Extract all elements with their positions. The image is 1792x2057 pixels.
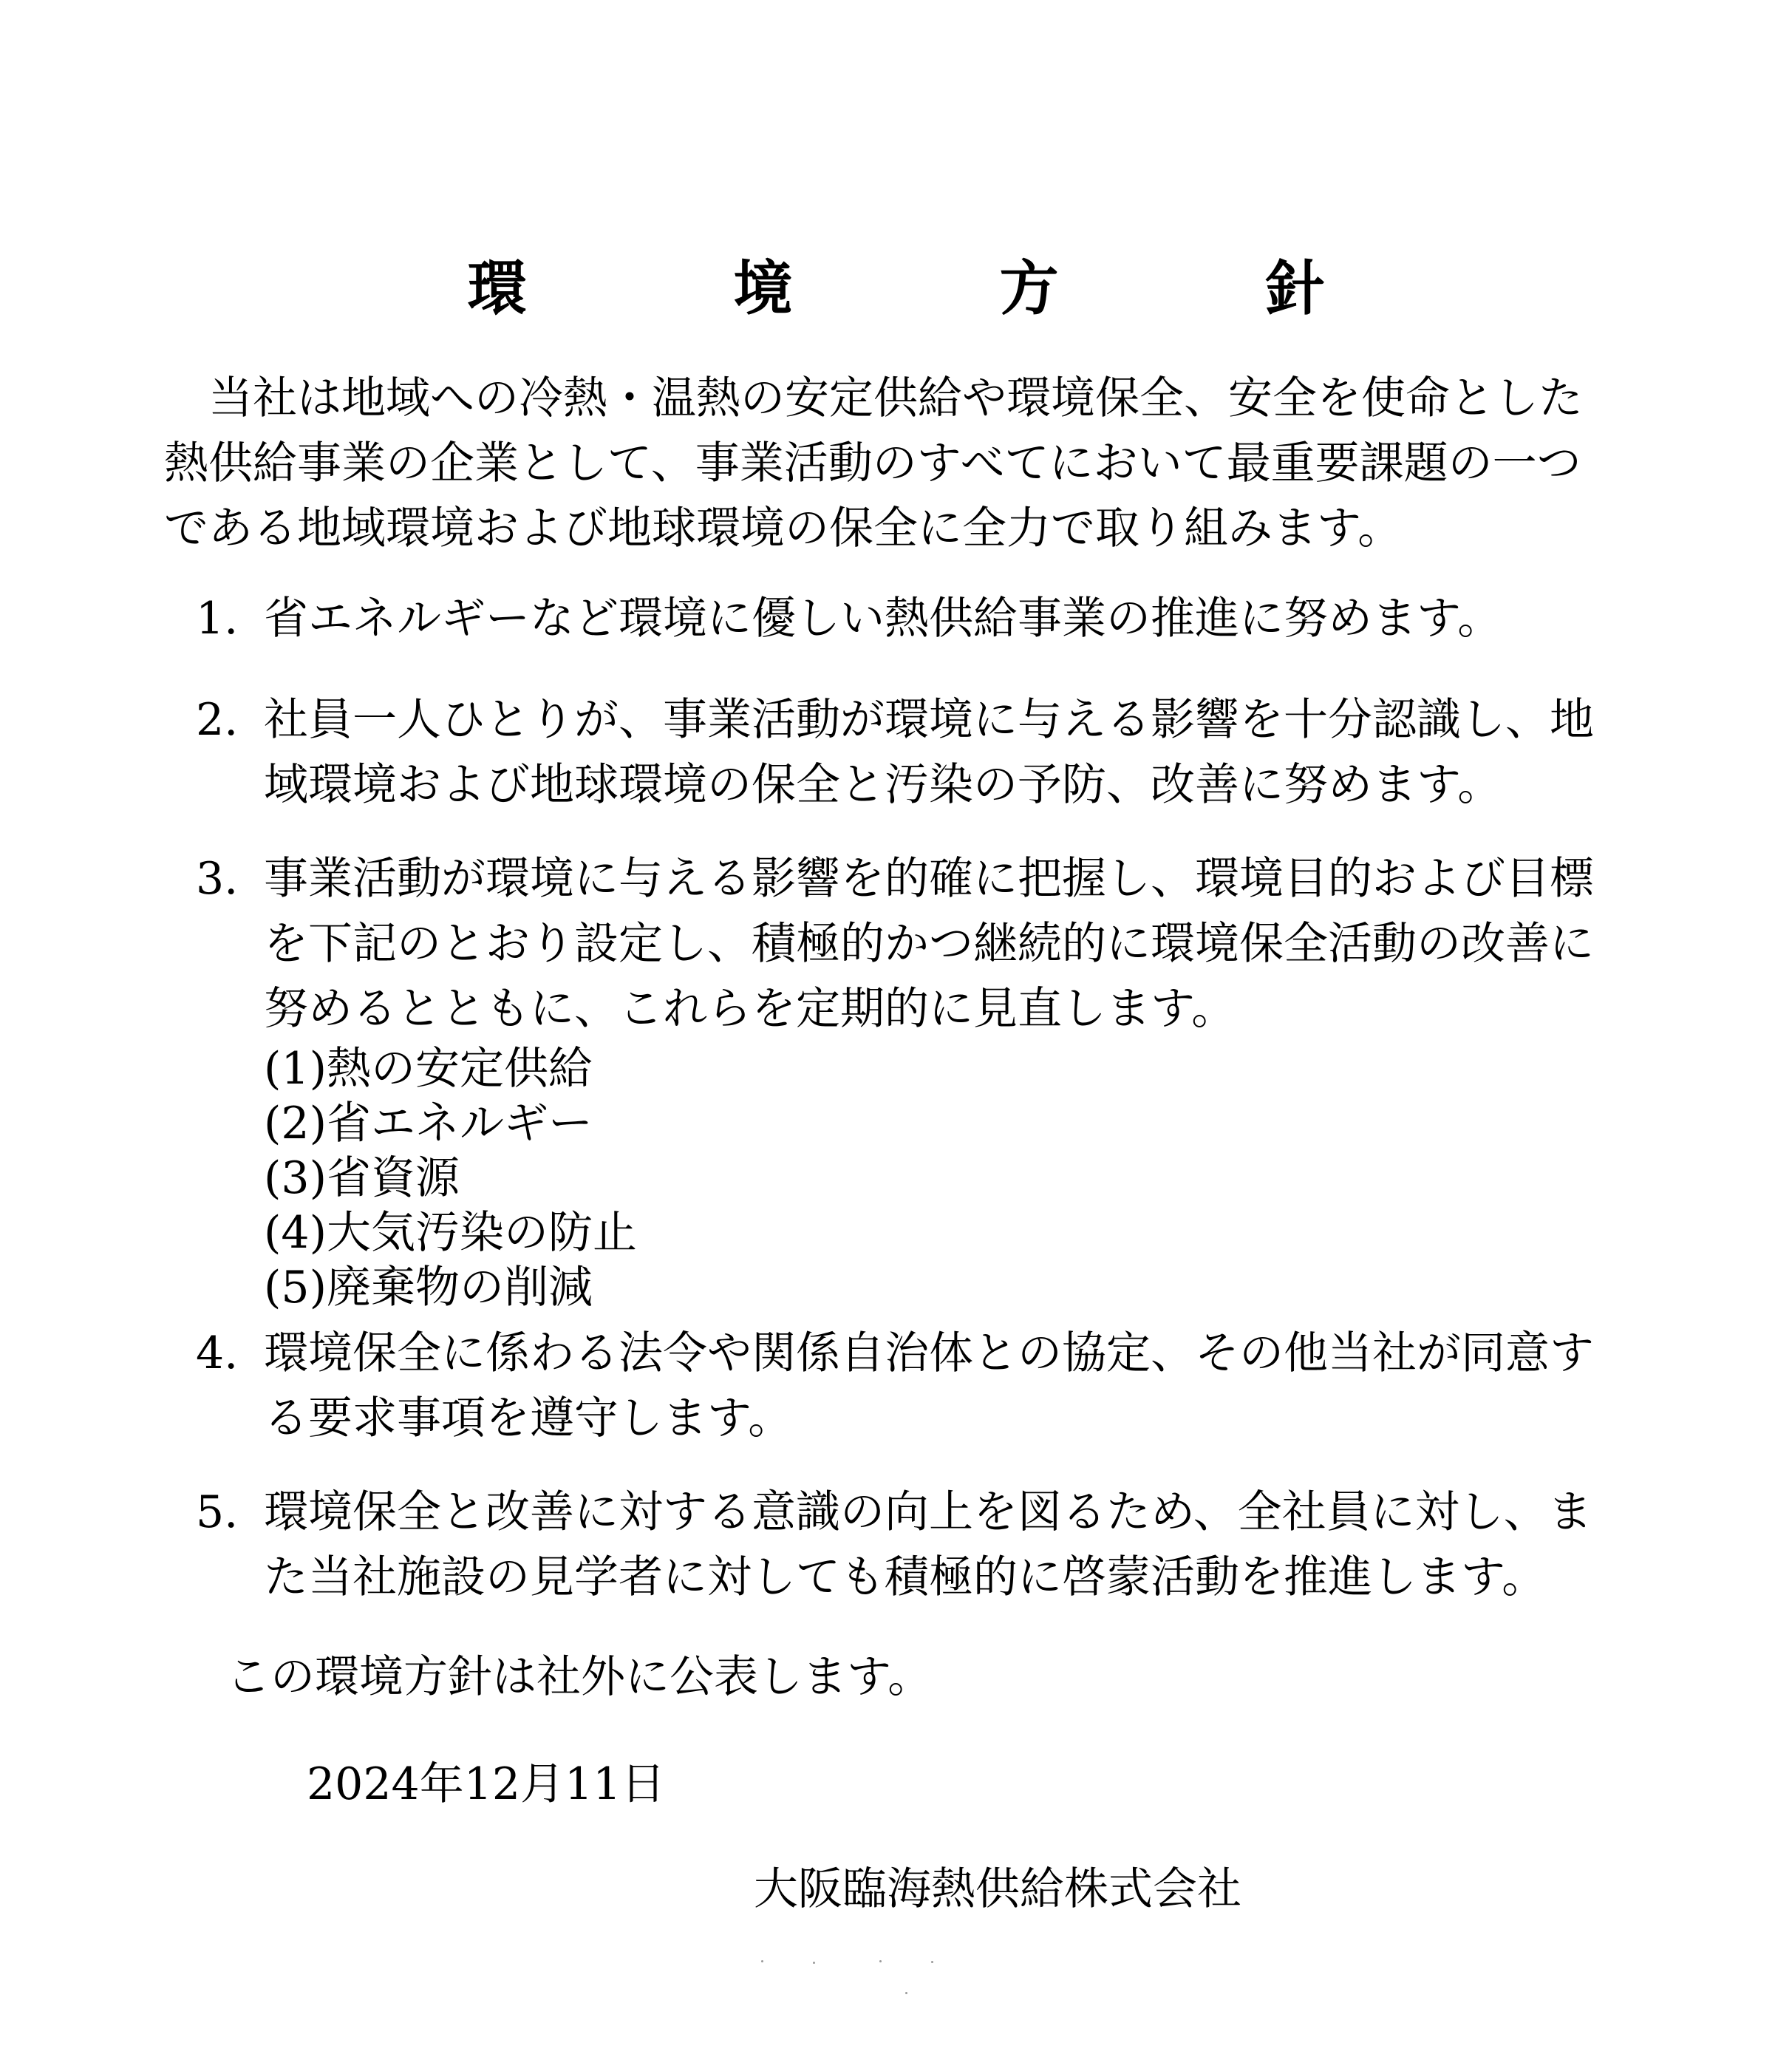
item-number: 2. xyxy=(196,694,239,746)
item-number: 1. xyxy=(196,593,239,645)
closing-statement: この環境方針は社外に公表します。 xyxy=(226,1651,933,1703)
item-text: 省エネルギーなど環境に優しい熱供給事業の推進に努めます。 xyxy=(264,593,1502,645)
item-number: 3. xyxy=(196,853,239,905)
scan-speck xyxy=(879,1960,882,1962)
policy-item-2 xyxy=(196,687,1600,817)
target-item-5: (5)廃棄物の削減 xyxy=(264,1262,593,1313)
intro-paragraph: 当社は地域への冷熱・温熱の安定供給や環境保全、安全を使命とした熱供給事業の企業として、事業活動のすべてにおいて最重要課題の一つである地域環境および地球環境の保全に全力で取り組みます。 xyxy=(164,373,1583,554)
policy-item-5 xyxy=(196,1480,1600,1610)
item-text: 事業活動が環境に与える影響を的確に把握し、環境目的および目標を下記のとおり設定し、積極的かつ継続的に環境保全活動の改善に努めるとともに、これらを定期的に見直します。 xyxy=(264,853,1594,1035)
item-text: 環境保全と改善に対する意識の向上を図るため、全社員に対し、また当社施設の見学者に対しても積極的に啓蒙活動を推進します。 xyxy=(264,1486,1592,1603)
scan-speck xyxy=(905,1992,907,1994)
policy-item-3 xyxy=(196,846,1600,1315)
scan-speck xyxy=(761,1960,763,1962)
target-item-1: (1)熱の安定供給 xyxy=(264,1043,593,1095)
scan-speck xyxy=(813,1962,815,1964)
item-text-block xyxy=(264,846,1600,1315)
item-text: 社員一人ひとりが、事業活動が環境に与える影響を十分認識し、地域環境および地球環境の保全と汚染の予防、改善に努めます。 xyxy=(264,694,1594,811)
company-name: 大阪臨海熱供給株式会社 xyxy=(754,1863,1241,1915)
item-number: 5. xyxy=(196,1486,239,1538)
document-title: 環 境 方 針 xyxy=(467,254,1399,323)
item-number: 4. xyxy=(196,1327,239,1379)
target-item-4: (4)大気汚染の防止 xyxy=(264,1207,637,1259)
item-text: 環境保全に係わる法令や関係自治体との協定、その他当社が同意する要求事項を遵守します。 xyxy=(264,1327,1594,1444)
target-list xyxy=(264,1041,1600,1315)
target-item-3: (3)省資源 xyxy=(264,1152,460,1204)
scan-speck xyxy=(931,1961,933,1963)
target-item-2: (2)省エネルギー xyxy=(264,1098,593,1149)
policy-item-4 xyxy=(196,1321,1600,1451)
policy-item-1 xyxy=(196,586,1600,651)
issue-date: 2024年12月11日 xyxy=(307,1758,666,1810)
